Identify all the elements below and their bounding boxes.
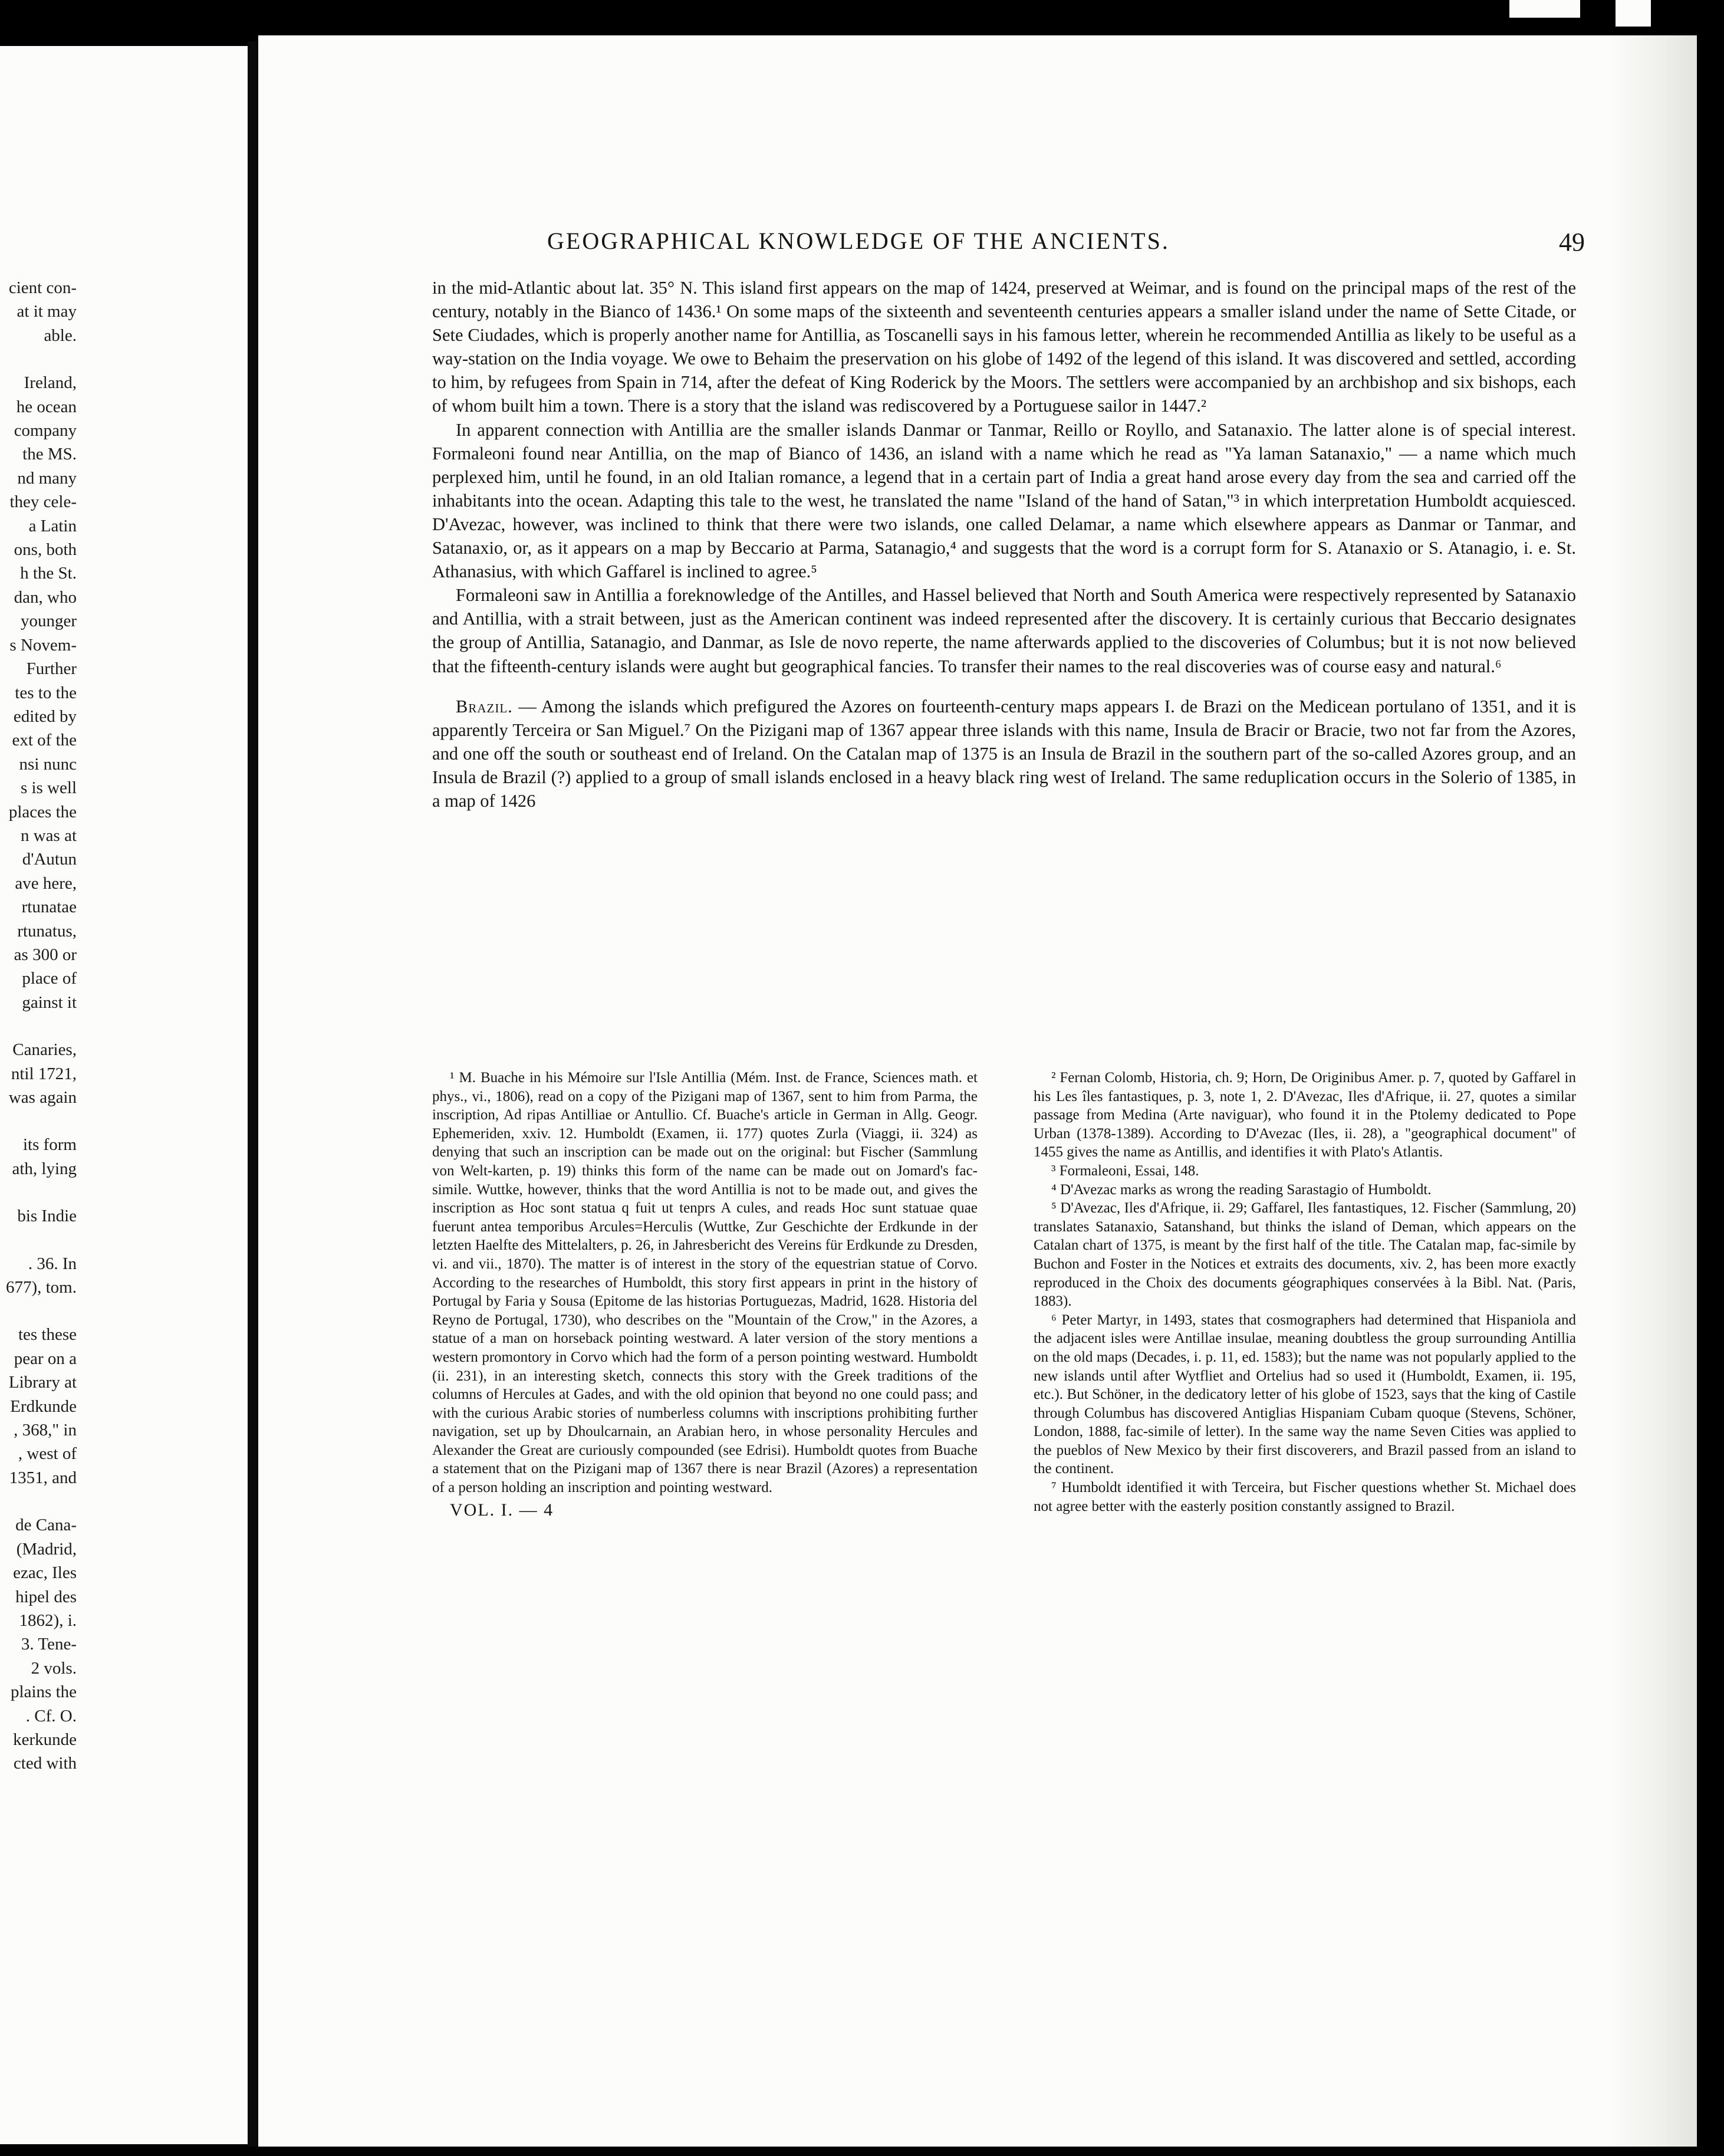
previous-page-line: . Cf. O. bbox=[25, 1706, 77, 1726]
previous-page-line: (Madrid, bbox=[16, 1539, 77, 1559]
scan-speck bbox=[1509, 0, 1580, 18]
footnote-1: ¹ M. Buache in his Mémoire sur l'Isle Antillia (Mém. Inst. de France, Sciences math. et phys., vi., 1806), read on a copy of the Pizigani map of 1367, sent to him from Parma, the inscription, Ad ripas Antilliae or Antullio. Cf. Buache's article in German in Allg. Geogr. Ephemeriden, xxiv. 12. Humboldt (Examen, ii. 177) quotes Zurla (Viaggi, ii. 324) as denying that such an inscription can be made out on the original: but Fischer (Sammlung von Welt-karten, p. 19) thinks this form of the name can be made out on Jomard's fac-simile. Wuttke, however, thinks that the word Antillia is not to be made out, and gives the inscription as Hoc sont statua q fuit ut tenprs A cules, and reads Hoc sunt statuae quae fuerunt antea temporibus Arcules=Herculis (Wuttke, Zur Geschichte der Erdkunde in der letzten Haelfte des Mittelalters, p. 26, in Jahresbericht des Vereins für Erdkunde zu Dresden, vi. and vii., 1870). The matter is of interest in the story of the equestrian statue of Corvo. According to the researches of Humboldt, this story first appears in print in the history of Portugal by Faria y Sousa (Epitome de las historias Portuguezas, Madrid, 1628. Historia del Reyno de Portugal, 1730), who describes on the "Mountain of the Crow," in the Azores, a statue of a man on horseback pointing westward. A later version of the story mentions a western promontory in Corvo which had the form of a person pointing westward. Humboldt (ii. 231), in an interesting sketch, connects this story with the Greek traditions of the columns of Hercules at Gades, and with the old opinion that beyond no one could pass; and with the curious Arabic stories of numberless columns with inscriptions prohibiting further navigation, set up by Dhoulcarnain, an Arabian hero, in whose personality Hercules and Alexander the Great are curiously compounded (see Edrisi). Humboldt quotes from Buache a statement that on the Pizigani map of 1367 there is near Brazil (Azores) a representation of a person holding an inscription and pointing westward. bbox=[432, 1070, 978, 1496]
previous-page-line: , 368," in bbox=[14, 1421, 77, 1440]
paragraph-antillia: in the mid-Atlantic about lat. 35° N. This island first appears on the map of 1424, preserved at Weimar, and is found on the principal maps of the rest of the century, notably in the Bianco of 1436.¹ On some maps of the sixteenth and seventeenth centuries appears a smaller island under the name of Sette Citade, or Sete Ciudades, which is properly another name for Antillia, as Toscanelli says in his famous letter, wherein he recommended Antillia as likely to be useful as a way-station on the India voyage. We owe to Behaim the preservation on his globe of 1492 of the legend of this island. It was discovered and settled, according to him, by refugees from Spain in 714, after the defeat of King Roderick by the Moors. The settlers were accompanied by an archbishop and six bishops, each of whom built him a town. There is a story that the island was rediscovered by a Portuguese sailor in 1447.² bbox=[432, 278, 1576, 416]
footnote-6: ⁶ Peter Martyr, in 1493, states that cosmographers had determined that Hispaniola and the adjacent isles were Antillae insulae, meaning doubtless the group surrounding Antillia on the old maps (Decades, i. p. 11, ed. 1583); but the name was not popularly applied to the new islands until after Wytfliet and Ortelius had so used it (Humboldt, Examen, ii. 195, etc.). But Schöner, in the dedicatory letter of his globe of 1523, says that the king of Castile through Columbus has discovered Antiglias Hispaniam Cubam quoque (Stevens, Schöner, London, 1888, fac-simile of letter). In the same way the name Seven Cities was applied to the pueblos of New Mexico by their first discoverers, and Brazil passed from an island to the continent. bbox=[1034, 1312, 1576, 1477]
book-page bbox=[258, 35, 1697, 2147]
previous-page-line: tes these bbox=[18, 1325, 77, 1345]
previous-page-line: was again bbox=[8, 1088, 77, 1107]
previous-page-line: rtunatus, bbox=[17, 921, 77, 941]
previous-page-line: the MS. bbox=[22, 445, 77, 464]
footnotes-right-column bbox=[1034, 1069, 1576, 1516]
previous-page-line: able. bbox=[44, 326, 77, 345]
previous-page-line: nd many bbox=[17, 468, 77, 488]
previous-page-line: he ocean bbox=[16, 397, 77, 416]
previous-page-line bbox=[0, 1299, 77, 1323]
previous-page-line: ntil 1721, bbox=[11, 1064, 77, 1083]
previous-page-line: ext of the bbox=[12, 731, 77, 750]
footnote-5: ⁵ D'Avezac, Iles d'Afrique, ii. 29; Gaffarel, Iles fantastiques, 12. Fischer (Sammlung, 20) translates Satanaxio, Satanshand, but thinks the island of Deman, which appears on the Catalan chart of 1375, is meant by the first half of the title. The Catalan map, fac-simile by Buchon and Foster in the Notices et extraits des documents, xiv. 2, has been more exactly reproduced in the Choix des documents géographiques conservées à la Bibl. Nat. (Paris, 1883). bbox=[1034, 1200, 1576, 1310]
previous-page-line: its form bbox=[22, 1135, 77, 1155]
footnote-4: ⁴ D'Avezac marks as wrong the reading Sarastagio of Humboldt. bbox=[1051, 1181, 1432, 1198]
paragraph-brazil-text: — Among the islands which prefigured the Azores on fourteenth-century maps appears I. de Brazi on the Medicean portulano of 1351, and it is apparently Terceira or San Miguel.⁷ On the Pizigani map of 1367 appear three islands with this name, Insula de Bracir or Bracie, two not far from the Azores, and one off the south or southeast end of Ireland. On the Catalan map of 1375 is an Insula de Brazil in the southern part of the so-called Azores group, and an Insula de Brazil (?) applied to a group of small islands enclosed in a heavy black ring west of Ireland. The same reduplication occurs in the Solerio of 1385, in a map of 1426 bbox=[432, 696, 1577, 811]
previous-page-line: 677), tom. bbox=[5, 1278, 77, 1297]
page-edge bbox=[1608, 35, 1697, 2147]
footnote-2: ² Fernan Colomb, Historia, ch. 9; Horn, De Originibus Amer. p. 7, quoted by Gaffarel in his Les îles fantastiques, p. 3, note 1, 2. D'Avezac, Iles d'Afrique, ii. 27, quotes a similar passage from Medina (Arte naviguar), who found it in the Ptolemy dedicated to Pope Urban (1378-1389). According to D'Avezac (Iles, ii. 28), a "geographical document" of 1455 gives the name as Antillis, and identifies it with Plato's Atlantis. bbox=[1034, 1070, 1576, 1161]
previous-page-line: ath, lying bbox=[12, 1159, 77, 1178]
previous-page-line: company bbox=[14, 421, 77, 441]
previous-page-line bbox=[0, 347, 77, 371]
previous-page-line: at it may bbox=[17, 302, 77, 321]
paragraph-antilles: Formaleoni saw in Antillia a foreknowledge of the Antilles, and Hassel believed that North and South America were respectively represented by Satanaxio and Antillia, with a strait between, just as the American continent was indeed represented after the discovery. It is certainly curious that Beccario designates the group of Antillia, Satanagio, and Danmar, as Isle de novo reperte, the name afterwards applied to the discoveries of Columbus; but it is not now believed that the fifteenth-century islands were aught but geographical fancies. To transfer their names to the real discoveries was of course easy and natural.⁶ bbox=[432, 585, 1576, 676]
previous-page-line: de Cana- bbox=[15, 1516, 77, 1535]
footnote-7: ⁷ Humboldt identified it with Terceira, but Fischer questions whether St. Michael does not agree better with the easterly position constantly assigned to Brazil. bbox=[1034, 1480, 1576, 1514]
previous-page-line: pear on a bbox=[14, 1349, 77, 1368]
previous-page-line: d'Autun bbox=[22, 850, 77, 869]
footnote-3: ³ Formaleoni, Essai, 148. bbox=[1051, 1162, 1199, 1179]
previous-page-line: Library at bbox=[8, 1373, 77, 1392]
previous-page-line: . 36. In bbox=[28, 1254, 77, 1273]
previous-page-line: places the bbox=[8, 802, 77, 821]
previous-page-line: kerkunde bbox=[13, 1730, 77, 1749]
previous-page-line: Erdkunde bbox=[10, 1396, 77, 1416]
previous-page-line: younger bbox=[20, 612, 77, 631]
paragraph-brazil bbox=[432, 695, 1576, 813]
book-gutter bbox=[248, 41, 258, 2147]
previous-page-line: 2 vols. bbox=[31, 1658, 77, 1678]
previous-page-line: gainst it bbox=[22, 992, 77, 1012]
running-title: GEOGRAPHICAL KNOWLEDGE OF THE ANCIENTS. bbox=[547, 228, 1170, 254]
previous-page-line bbox=[0, 1228, 77, 1252]
previous-page-line: s Novem- bbox=[9, 635, 77, 655]
previous-page-line: h the St. bbox=[20, 564, 77, 583]
previous-page-line bbox=[0, 1109, 77, 1133]
previous-page-line: 3. Tene- bbox=[21, 1635, 77, 1654]
previous-page-line: 1351, and bbox=[9, 1468, 77, 1487]
previous-page-line: ons, both bbox=[14, 540, 77, 560]
previous-page-line: Further bbox=[26, 659, 77, 679]
section-head-brazil: Brazil. bbox=[456, 696, 513, 717]
previous-page-line: n was at bbox=[20, 826, 77, 845]
previous-page-line: a Latin bbox=[28, 516, 77, 535]
previous-page-line: Canaries, bbox=[12, 1040, 77, 1060]
previous-page-line: edited by bbox=[13, 706, 77, 726]
previous-page-line: as 300 or bbox=[14, 945, 77, 964]
previous-page-line bbox=[0, 1490, 77, 1513]
previous-page-fragment bbox=[0, 46, 248, 2144]
previous-page-line bbox=[0, 1181, 77, 1204]
previous-page-line: nsi nunc bbox=[19, 754, 77, 774]
previous-page-line: cient con- bbox=[8, 278, 77, 297]
previous-page-line: Ireland, bbox=[24, 373, 77, 393]
signature-mark: VOL. I. — 4 bbox=[450, 1500, 554, 1520]
previous-page-line: rtunatae bbox=[21, 898, 77, 917]
previous-page-line: ave here, bbox=[15, 873, 77, 893]
previous-page-line: tes to the bbox=[15, 683, 77, 702]
previous-page-line: place of bbox=[22, 969, 77, 988]
running-header bbox=[547, 227, 1585, 255]
previous-page-line bbox=[0, 1014, 77, 1038]
previous-page-line: plains the bbox=[11, 1682, 77, 1702]
previous-page-line: s is well bbox=[20, 778, 77, 798]
previous-page-line: , west of bbox=[18, 1444, 77, 1464]
previous-page-line: dan, who bbox=[14, 587, 77, 607]
previous-page-line: ezac, Iles bbox=[13, 1563, 77, 1583]
paragraph-satanaxio: In apparent connection with Antillia are the smaller islands Danmar or Tanmar, Reillo or Royllo, and Satanaxio. The latter alone is of special interest. Formaleoni found near Antillia, on the map of Bianco of 1436, an island with a name which he read as "Ya laman Satanaxio," — a name which much perplexed him, until he found, in an old Italian romance, a legend that in a certain part of India a great hand arose every day from the sea and carried off the inhabitants into the ocean. Adapting this tale to the west, he translated the name "Island of the hand of Satan,"³ in which interpretation Humboldt acquiesced. D'Avezac, however, was inclined to think that there were two islands, one called Delamar, a name which elsewhere appears as Danmar or Tanmar, and Satanaxio, or, as it appears on a map by Beccario at Parma, Satanagio,⁴ and suggests that the word is a corrupt form for S. Atanaxio or S. Atanagio, i. e. St. Athanasius, with which Gaffarel is inclined to agree.⁵ bbox=[432, 419, 1576, 582]
previous-page-line: cted with bbox=[13, 1754, 77, 1773]
previous-page-line: 1862), i. bbox=[19, 1611, 77, 1630]
previous-page-line: hipel des bbox=[15, 1587, 77, 1606]
previous-page-text bbox=[0, 276, 77, 1776]
footnotes-left-column bbox=[432, 1069, 978, 1519]
main-text bbox=[432, 276, 1576, 813]
previous-page-line: they cele- bbox=[9, 492, 77, 512]
previous-page-line: bis Indie bbox=[17, 1207, 77, 1226]
page-number: 49 bbox=[1559, 228, 1585, 257]
scan-speck bbox=[1616, 0, 1651, 27]
